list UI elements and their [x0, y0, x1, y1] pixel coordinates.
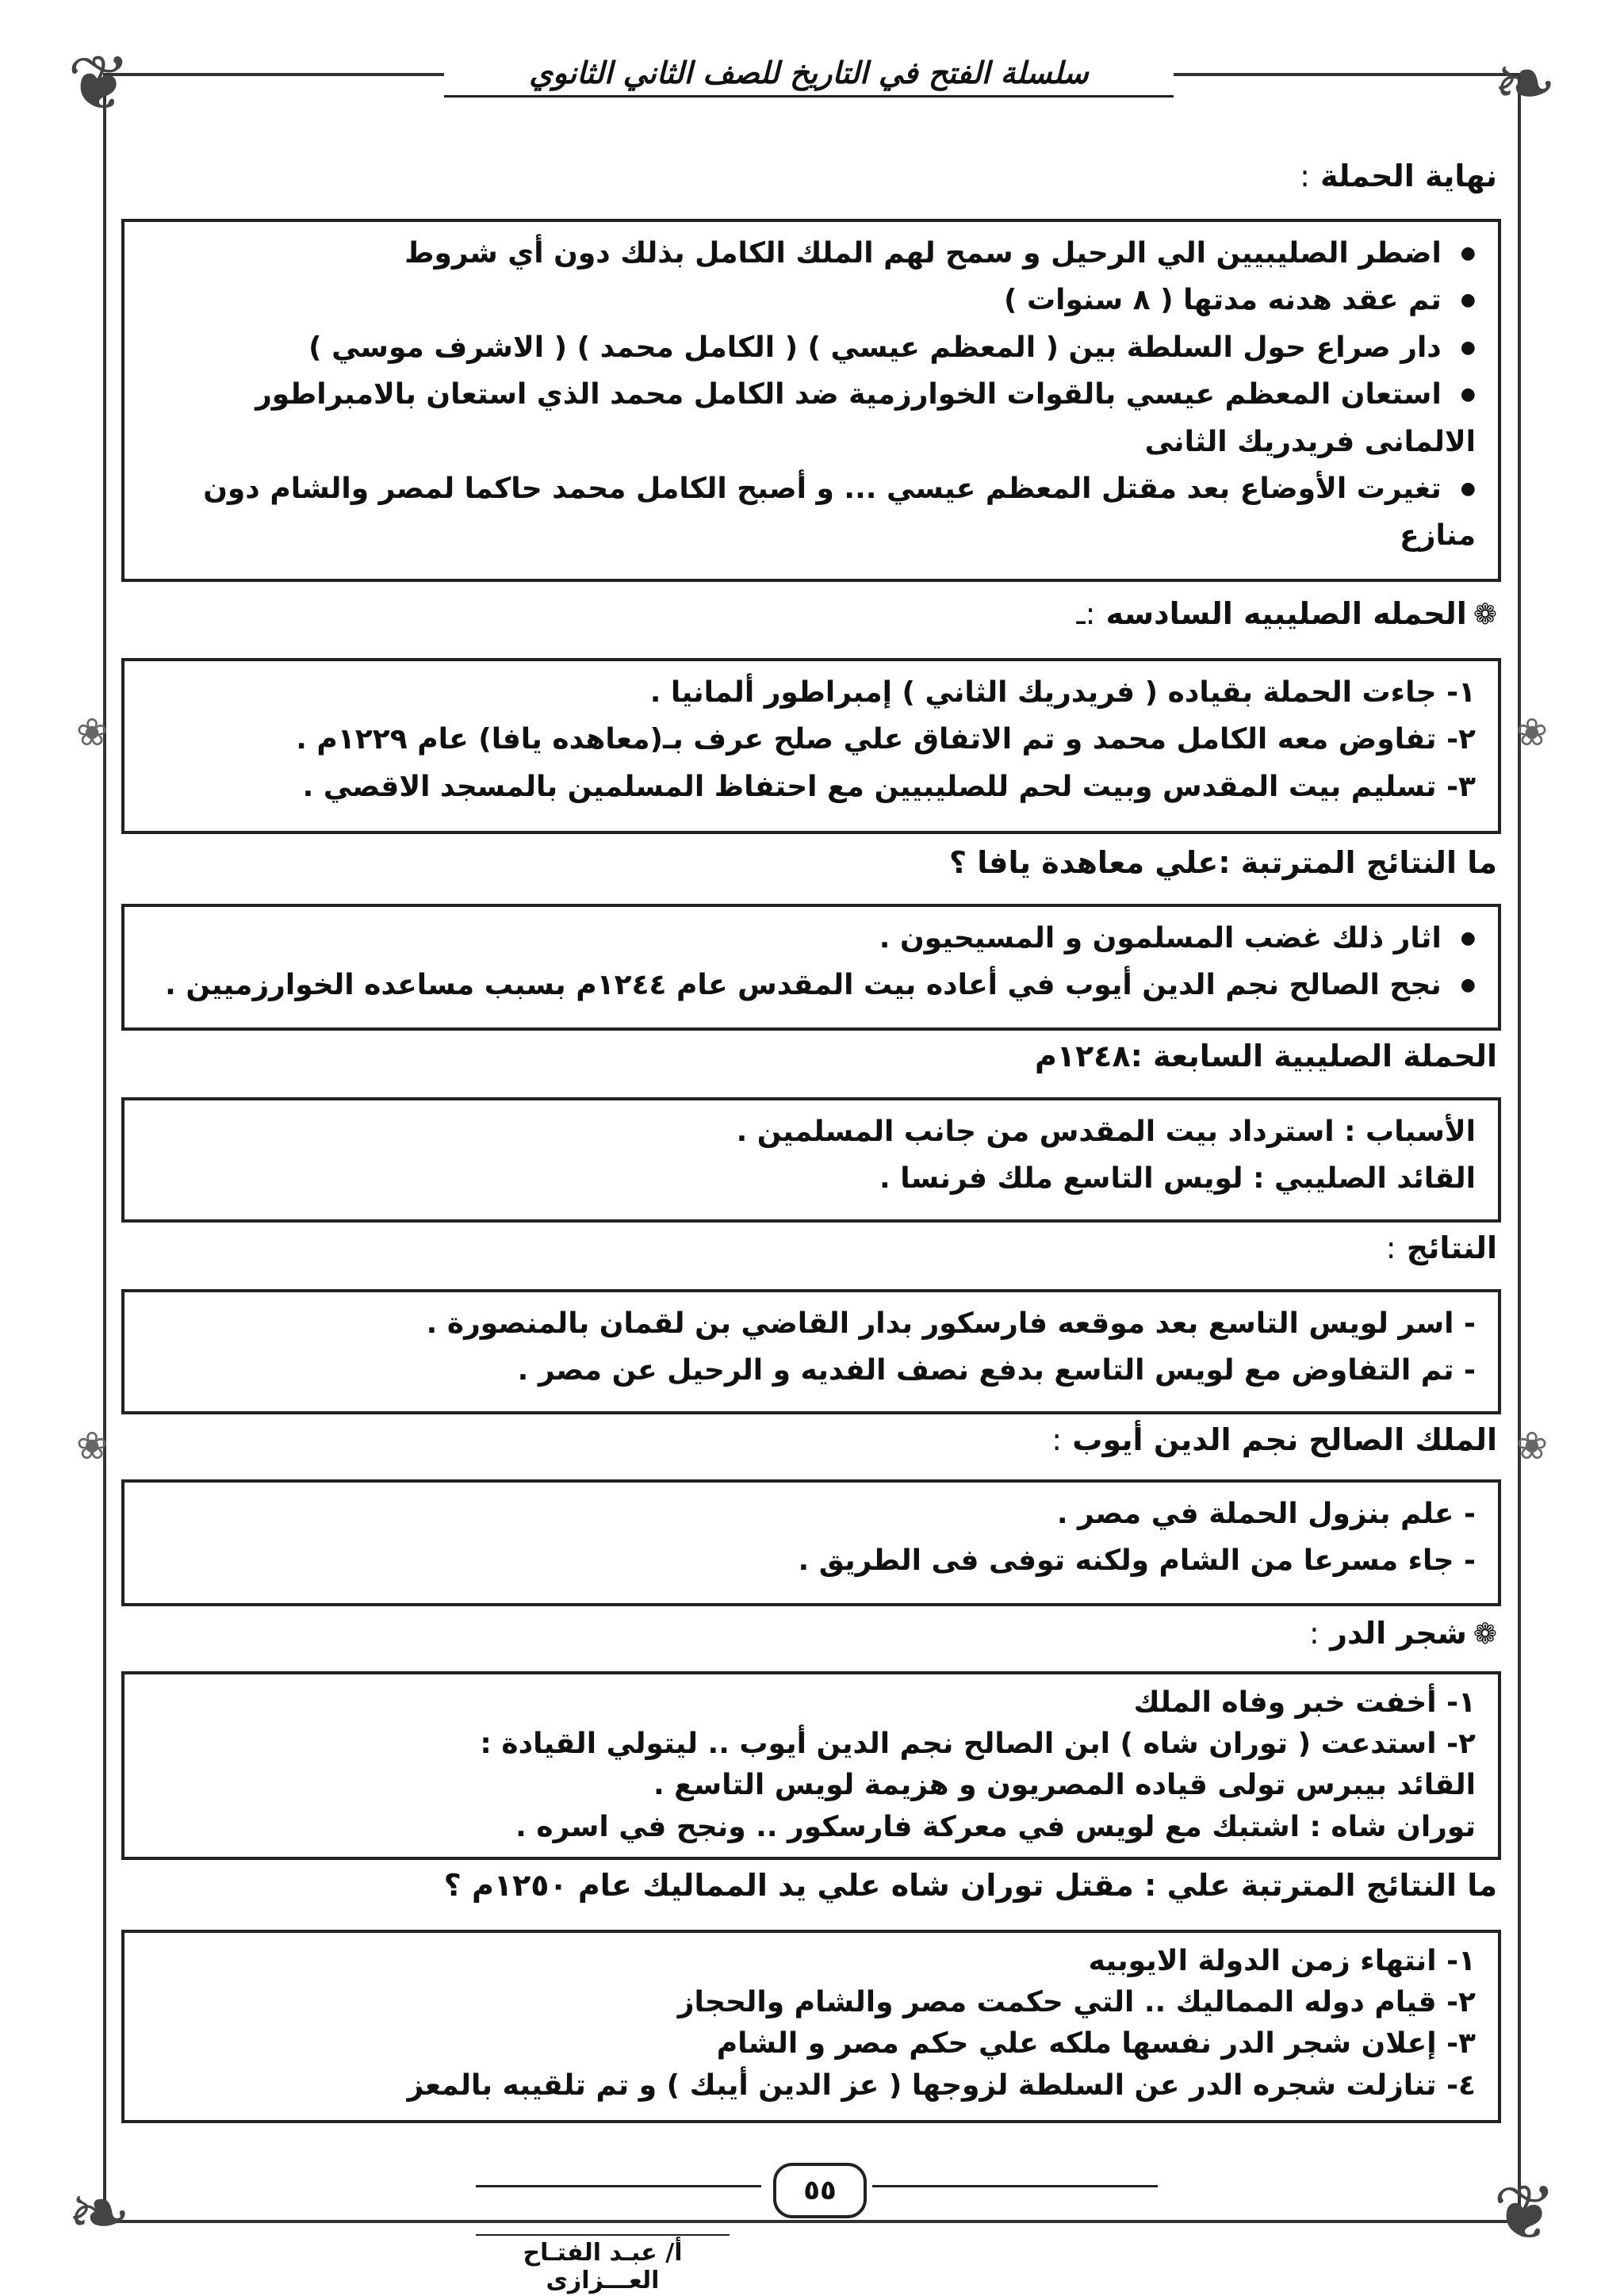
list-item: ١- أخفت خبر وفاه الملك: [1133, 1686, 1476, 1719]
list-item: - تم التفاوض مع لويس التاسع بدفع نصف الفديه و الرحيل عن مصر .: [517, 1354, 1476, 1387]
list-item: القائد بيبرس تولى قياده المصريون و هزيمة لويس التاسع .: [653, 1769, 1476, 1802]
heading-results: [1386, 1230, 1497, 1265]
list-item: توران شاه : اشتبك مع لويس في معركة فارسكور .. ونجح في اسره .: [515, 1810, 1476, 1843]
heading-colon: :: [1385, 1230, 1396, 1265]
vine-ornament-icon: ❀: [1515, 710, 1548, 755]
list-item: ٢- استدعت ( توران شاه ) ابن الصالح نجم الدين أيوب .. ليتولي القيادة :: [480, 1728, 1476, 1761]
flower-ornament-icon: ❁: [1473, 599, 1497, 631]
floral-corner-icon: ❦: [1492, 2168, 1557, 2257]
king-salih-box: [121, 1479, 1501, 1606]
footer-divider: [872, 2185, 1158, 2187]
vine-ornament-icon: ❀: [76, 710, 109, 755]
list-item: القائد الصليبي : لويس التاسع ملك فرنسا .: [879, 1162, 1476, 1196]
list-item: ● نجح الصالح نجم الدين أيوب في أعاده بيت المقدس عام ١٢٤٤م بسبب مساعده الخوارزميين .: [147, 962, 1476, 1008]
heading-turan-results: [444, 1868, 1497, 1903]
floral-corner-icon: ❦: [67, 39, 132, 128]
page-number: ٥٥: [773, 2163, 867, 2218]
list-item: ١- انتهاء زمن الدولة الايوبيه: [1088, 1945, 1476, 1977]
list-item: ٢- قيام دوله المماليك .. التي حكمت مصر والشام والحجاز: [677, 1986, 1476, 2019]
results-box: [121, 1289, 1501, 1414]
list-item: ● تغيرت الأوضاع بعد مقتل المعظم عيسي ... و أصبح الكامل محمد حاكما لمصر والشام دون منازع: [147, 465, 1476, 560]
heading-colon: :: [1051, 1422, 1063, 1457]
list-item: ● اثار ذلك غضب المسلمون و المسيحيون .: [147, 915, 1476, 962]
heading-sixth-crusade: [1077, 596, 1498, 631]
list-item: ● استعان المعظم عيسي بالقوات الخوارزمية ضد الكامل محمد الذي استعان بالامبراطور الالمانى فريدريك الثانى: [147, 371, 1476, 465]
heading-colon: :ـ: [1076, 596, 1096, 631]
floral-corner-icon: ❧: [67, 2168, 132, 2257]
heading-shajar: [1309, 1616, 1497, 1651]
heading-text: النتائج: [1406, 1230, 1497, 1265]
author-name: أ/ عبـد الفتـاح العـــزازى: [476, 2234, 730, 2294]
heading-text: شجر الدر: [1330, 1616, 1467, 1651]
list-item: ٤- تنازلت شجره الدر عن السلطة لزوجها ( عز الدين أيبك ) و تم تلقيبه بالمعز: [407, 2068, 1476, 2102]
flower-ornament-icon: ❁: [1473, 1618, 1497, 1651]
heading-text: ما النتائج المترتبة علي : مقتل توران شاه علي يد المماليك عام ١٢٥٠م ؟: [443, 1868, 1497, 1903]
list-item: - جاء مسرعا من الشام ولكنه توفى فى الطريق .: [798, 1544, 1476, 1578]
heading-jaffa-results: [949, 845, 1497, 880]
heading-colon: :: [1300, 159, 1310, 193]
list-item: - اسر لويس التاسع بعد موقعه فارسكور بدار القاضي بن لقمان بالمنصورة .: [426, 1307, 1476, 1340]
turan-results-box: [121, 1930, 1501, 2123]
heading-king-salih: [1051, 1422, 1497, 1457]
heading-colon: :: [1309, 1616, 1320, 1651]
list-item: - علم بنزول الحملة في مصر .: [1056, 1498, 1476, 1530]
footer-divider: [476, 2185, 761, 2187]
heading-end-campaign: [1300, 159, 1497, 193]
list-item: ٢- تفاوض معه الكامل محمد و تم الاتفاق علي صلح عرف بـ(معاهده يافا) عام ١٢٢٩م .: [296, 723, 1476, 756]
vine-ornament-icon: ❀: [1515, 1424, 1548, 1468]
list-item: ● تم عقد هدنه مدتها ( ٨ سنوات ): [147, 277, 1476, 323]
heading-seventh-crusade: [1035, 1039, 1497, 1073]
heading-text: الحمله الصليبيه السادسه: [1105, 596, 1467, 631]
list-item: ● اضطر الصليبيين الي الرحيل و سمح لهم الملك الكامل بذلك دون أي شروط: [147, 230, 1476, 277]
end-campaign-box: [121, 219, 1501, 582]
series-title: سلسلة الفتح في التاريخ للصف الثاني الثانوي: [444, 55, 1174, 98]
list-item: ٣- تسليم بيت المقدس وبيت لحم للصليبيين مع احتفاظ المسلمين بالمسجد الاقصي .: [302, 770, 1476, 803]
seventh-crusade-box: [121, 1097, 1501, 1223]
heading-text: الحملة الصليبية السابعة :١٢٤٨م: [1034, 1039, 1497, 1073]
list-item: ● دار صراع حول السلطة بين ( المعظم عيسي ) ( الكامل محمد ) ( الاشرف موسي ): [147, 324, 1476, 371]
list-item: ١- جاءت الحملة بقياده ( فريدريك الثاني ) إمبراطور ألمانيا .: [649, 676, 1476, 709]
shajar-box: [121, 1671, 1501, 1860]
list-item: الأسباب : استرداد بيت المقدس من جانب المسلمين .: [736, 1115, 1476, 1148]
heading-text: ما النتائج المترتبة :علي معاهدة يافا ؟: [949, 845, 1497, 880]
list-item: ٣- إعلان شجر الدر نفسها ملكه علي حكم مصر و الشام: [716, 2027, 1476, 2061]
vine-ornament-icon: ❀: [76, 1424, 109, 1468]
sixth-crusade-box: [121, 658, 1501, 834]
floral-corner-icon: ❧: [1492, 39, 1557, 128]
heading-text: الملك الصالح نجم الدين أيوب: [1072, 1422, 1497, 1457]
jaffa-results-box: [121, 904, 1501, 1031]
heading-text: نهاية الحملة: [1320, 159, 1497, 193]
